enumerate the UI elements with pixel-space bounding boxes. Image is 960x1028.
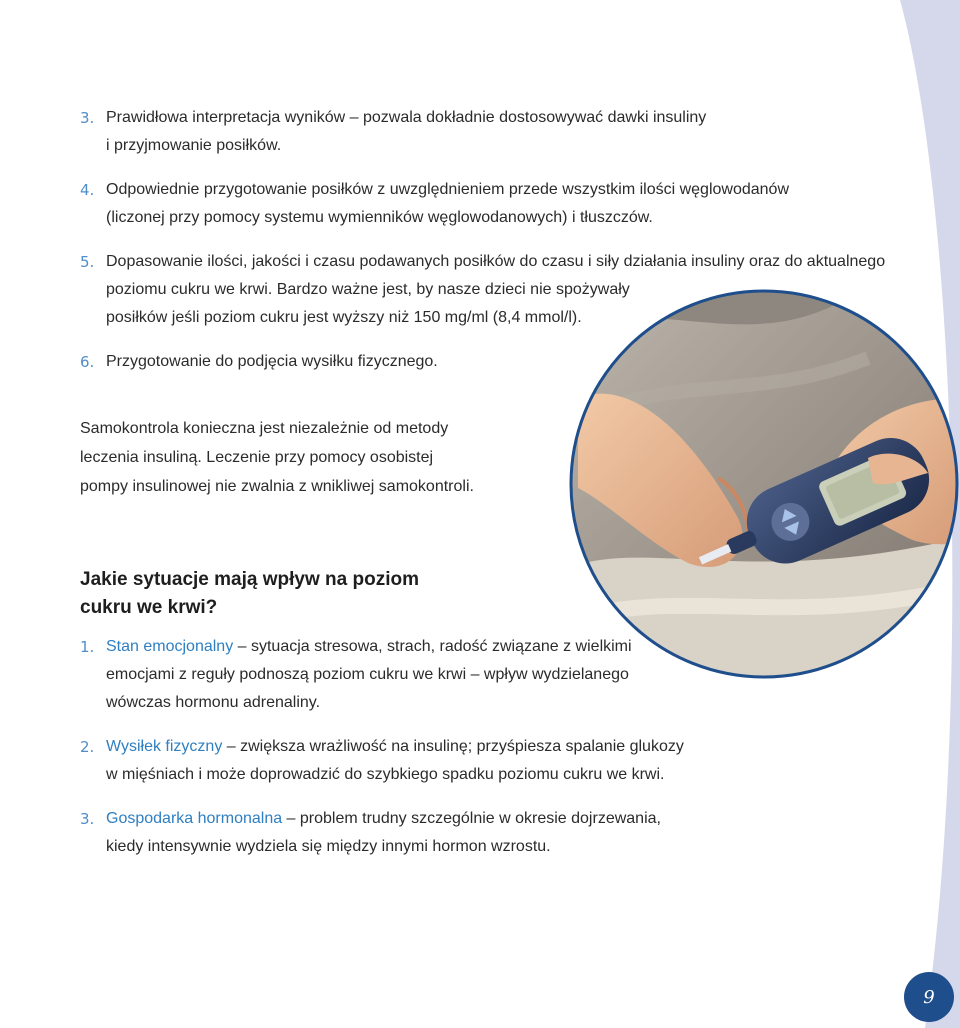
factor-text	[106, 733, 740, 789]
factor-item	[80, 733, 740, 789]
factor-description: – zwiększa wrażliwość na insulinę; przyśpiesza spalanie glukozy	[222, 738, 684, 755]
text-line: emocjami z reguły podnoszą poziom cukru we krwi – wpływ wydzielanego	[106, 666, 629, 683]
text-line: wówczas hormonu adrenaliny.	[106, 694, 321, 711]
text-line: w mięśniach i może doprowadzić do szybkiego spadku poziomu cukru we krwi.	[106, 766, 665, 783]
list-text	[106, 248, 940, 332]
text-line	[106, 733, 740, 761]
text-line: Prawidłowa interpretacja wyników – pozwala dokładnie dostosowywać dawki insuliny	[106, 109, 707, 126]
text-line: (liczonej przy pomocy systemu wymienników węglowodanowych) i tłuszczów.	[106, 209, 653, 226]
factor-text	[106, 633, 680, 717]
list-number: 2.	[80, 738, 95, 756]
list-item	[80, 348, 580, 376]
self-control-paragraph	[80, 414, 520, 501]
text-line: Odpowiednie przygotowanie posiłków z uwzględnieniem przede wszystkim ilości węglowodanów	[106, 181, 789, 198]
page-number: 9	[923, 986, 935, 1008]
text-line	[106, 805, 720, 833]
list-item	[80, 176, 880, 232]
factor-term: Stan emocjonalny	[106, 638, 234, 655]
factor-description: – sytuacja stresowa, strach, radość związane z wielkimi	[233, 638, 632, 655]
factor-item	[80, 633, 680, 717]
factor-item	[80, 805, 720, 861]
text-line: leczenia insuliną. Leczenie przy pomocy osobistej	[80, 449, 434, 466]
list-text	[106, 348, 580, 376]
list-number: 5.	[80, 253, 95, 271]
text-line: pompy insulinowej nie zwalnia z wnikliwej samokontroli.	[80, 478, 474, 495]
text-line: Dopasowanie ilości, jakości i czasu podawanych posiłków do czasu i siły działania insuliny oraz do aktualnego	[106, 253, 886, 270]
heading-line: Jakie sytuacje mają wpływ na poziom	[80, 569, 419, 590]
list-item	[80, 248, 940, 332]
page-number-badge	[904, 972, 954, 1022]
list-text	[106, 176, 880, 232]
list-number: 1.	[80, 638, 95, 656]
list-number: 3.	[80, 810, 95, 828]
list-number: 4.	[80, 181, 95, 199]
list-text	[106, 104, 840, 160]
factor-term: Gospodarka hormonalna	[106, 810, 283, 827]
list-number: 3.	[80, 109, 95, 127]
text-line	[106, 633, 680, 661]
list-number: 6.	[80, 353, 95, 371]
factor-description: – problem trudny szczególnie w okresie dojrzewania,	[282, 810, 661, 827]
glucose-meter-photo	[568, 288, 960, 680]
factor-term: Wysiłek fizyczny	[106, 738, 223, 755]
text-line: poziomu cukru we krwi. Bardzo ważne jest, by nasze dzieci nie spożywały	[106, 281, 630, 298]
text-line: i przyjmowanie posiłków.	[106, 137, 282, 154]
section-heading	[80, 566, 500, 622]
text-line: kiedy intensywnie wydziela się między innymi hormon wzrostu.	[106, 838, 551, 855]
list-item	[80, 104, 840, 160]
factor-text	[106, 805, 720, 861]
heading-line: cukru we krwi?	[80, 597, 218, 618]
text-line: Samokontrola konieczna jest niezależnie od metody	[80, 420, 449, 437]
text-line: posiłków jeśli poziom cukru jest wyższy niż 150 mg/ml (8,4 mmol/l).	[106, 309, 582, 326]
text-line: Przygotowanie do podjęcia wysiłku fizycznego.	[106, 353, 438, 370]
